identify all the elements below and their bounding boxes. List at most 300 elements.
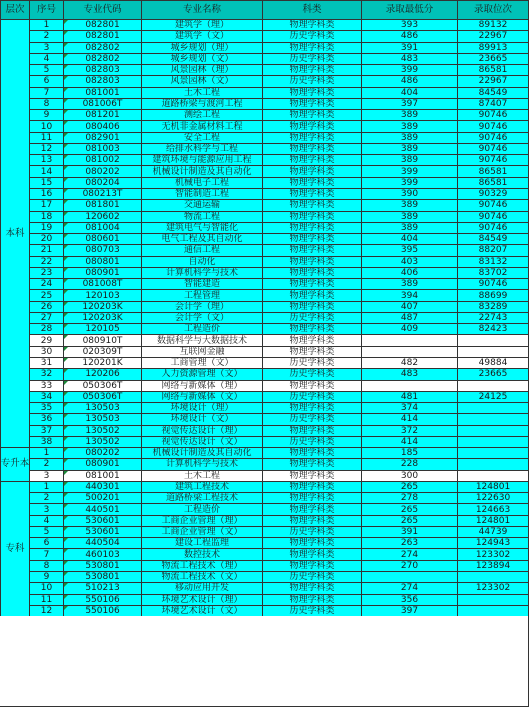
cell-category[interactable]: 物理学科类 (262, 537, 361, 548)
cell-min-score[interactable]: 394 (361, 289, 457, 300)
cell-category[interactable]: 物理学科类 (262, 211, 361, 222)
cell-major-name[interactable]: 通信工程 (141, 244, 262, 255)
header-level[interactable]: 层次 (0, 0, 29, 19)
cell-category[interactable]: 物理学科类 (262, 64, 361, 75)
cell-major-name[interactable]: 道路桥梁与渡河工程 (141, 98, 262, 109)
cell-major-code[interactable]: 081008T (63, 278, 141, 289)
cell-major-name[interactable]: 智能建造 (141, 278, 262, 289)
cell-rank[interactable] (457, 346, 528, 357)
cell-min-score[interactable]: 483 (361, 53, 457, 64)
cell-major-name[interactable]: 电气工程及其自动化 (141, 233, 262, 244)
cell-min-score[interactable]: 403 (361, 256, 457, 267)
cell-major-code[interactable]: 530601 (63, 526, 141, 537)
cell-index[interactable]: 27 (29, 312, 63, 323)
cell-index[interactable]: 4 (29, 515, 63, 526)
cell-index[interactable]: 22 (29, 256, 63, 267)
cell-min-score[interactable]: 300 (361, 470, 457, 481)
cell-major-name[interactable]: 计算机科学与技术 (141, 267, 262, 278)
cell-major-name[interactable]: 工程管理 (141, 289, 262, 300)
cell-major-code[interactable]: 082802 (63, 53, 141, 64)
cell-major-code[interactable]: 080801 (63, 256, 141, 267)
cell-category[interactable]: 物理学科类 (262, 380, 361, 391)
cell-major-name[interactable]: 物流工程 (141, 211, 262, 222)
cell-major-name[interactable]: 环境设计（文） (141, 413, 262, 424)
cell-category[interactable]: 历史学科类 (262, 605, 361, 616)
cell-major-code[interactable]: 080910T (63, 334, 141, 345)
cell-min-score[interactable]: 391 (361, 42, 457, 53)
cell-rank[interactable] (457, 413, 528, 424)
cell-index[interactable]: 3 (29, 42, 63, 53)
cell-major-code[interactable]: 130502 (63, 425, 141, 436)
cell-min-score[interactable]: 389 (361, 109, 457, 120)
cell-major-code[interactable]: 020309T (63, 346, 141, 357)
cell-major-name[interactable]: 土木工程 (141, 470, 262, 481)
cell-category[interactable]: 物理学科类 (262, 120, 361, 131)
cell-rank[interactable]: 22743 (457, 312, 528, 323)
cell-index[interactable]: 35 (29, 402, 63, 413)
cell-major-name[interactable]: 会计学（理） (141, 301, 262, 312)
cell-major-code[interactable]: 082801 (63, 30, 141, 41)
cell-major-code[interactable]: 081004 (63, 222, 141, 233)
cell-min-score[interactable]: 397 (361, 605, 457, 616)
cell-major-code[interactable]: 120105 (63, 323, 141, 334)
cell-min-score[interactable]: 391 (361, 526, 457, 537)
cell-major-name[interactable]: 计算机科学与技术 (141, 458, 262, 469)
cell-index[interactable]: 23 (29, 267, 63, 278)
cell-rank[interactable] (457, 458, 528, 469)
cell-min-score[interactable]: 263 (361, 537, 457, 548)
cell-major-code[interactable]: 082901 (63, 132, 141, 143)
cell-category[interactable]: 物理学科类 (262, 548, 361, 559)
cell-index[interactable]: 21 (29, 244, 63, 255)
cell-category[interactable]: 物理学科类 (262, 346, 361, 357)
cell-index[interactable]: 1 (29, 447, 63, 458)
cell-index[interactable]: 32 (29, 368, 63, 379)
cell-min-score[interactable]: 397 (361, 98, 457, 109)
cell-major-code[interactable]: 081002 (63, 154, 141, 165)
cell-index[interactable]: 12 (29, 143, 63, 154)
cell-min-score[interactable]: 406 (361, 267, 457, 278)
header-index[interactable]: 序号 (29, 0, 63, 19)
cell-index[interactable]: 8 (29, 98, 63, 109)
cell-major-name[interactable]: 网络与新媒体（理） (141, 380, 262, 391)
cell-index[interactable]: 9 (29, 571, 63, 582)
cell-category[interactable]: 历史学科类 (262, 391, 361, 402)
cell-major-name[interactable]: 物流工程技术（理） (141, 560, 262, 571)
cell-major-code[interactable]: 080703 (63, 244, 141, 255)
cell-index[interactable]: 6 (29, 75, 63, 86)
cell-major-name[interactable]: 会计学（文） (141, 312, 262, 323)
cell-min-score[interactable]: 404 (361, 233, 457, 244)
cell-major-code[interactable]: 080202 (63, 447, 141, 458)
cell-major-name[interactable]: 无机非金属材料工程 (141, 120, 262, 131)
cell-min-score[interactable]: 265 (361, 481, 457, 492)
cell-index[interactable]: 4 (29, 53, 63, 64)
cell-category[interactable]: 物理学科类 (262, 188, 361, 199)
cell-category[interactable]: 历史学科类 (262, 413, 361, 424)
cell-category[interactable]: 历史学科类 (262, 75, 361, 86)
cell-category[interactable]: 物理学科类 (262, 515, 361, 526)
cell-major-code[interactable]: 082803 (63, 75, 141, 86)
cell-rank[interactable]: 124663 (457, 503, 528, 514)
header-min-score[interactable]: 录取最低分 (361, 0, 457, 19)
cell-min-score[interactable]: 374 (361, 402, 457, 413)
cell-rank[interactable] (457, 594, 528, 605)
cell-index[interactable]: 37 (29, 425, 63, 436)
cell-rank[interactable]: 87407 (457, 98, 528, 109)
cell-min-score[interactable]: 481 (361, 391, 457, 402)
cell-major-name[interactable]: 建筑学（文） (141, 30, 262, 41)
cell-rank[interactable]: 122630 (457, 492, 528, 503)
cell-rank[interactable]: 90746 (457, 222, 528, 233)
cell-major-name[interactable]: 环境艺术设计（理） (141, 594, 262, 605)
cell-category[interactable]: 物理学科类 (262, 143, 361, 154)
cell-rank[interactable]: 86581 (457, 165, 528, 176)
cell-min-score[interactable]: 372 (361, 425, 457, 436)
cell-category[interactable]: 物理学科类 (262, 244, 361, 255)
cell-major-name[interactable]: 工商企业管理（理） (141, 515, 262, 526)
cell-major-name[interactable]: 环境设计（理） (141, 402, 262, 413)
cell-major-name[interactable]: 工程造价 (141, 503, 262, 514)
cell-category[interactable]: 历史学科类 (262, 357, 361, 368)
cell-rank[interactable]: 23665 (457, 368, 528, 379)
cell-rank[interactable]: 84549 (457, 233, 528, 244)
cell-index[interactable]: 31 (29, 357, 63, 368)
cell-category[interactable]: 物理学科类 (262, 165, 361, 176)
cell-major-name[interactable]: 建筑电气与智能化 (141, 222, 262, 233)
cell-index[interactable]: 14 (29, 165, 63, 176)
cell-major-name[interactable]: 视觉传达设计（文） (141, 436, 262, 447)
cell-major-code[interactable]: 080406 (63, 120, 141, 131)
cell-min-score[interactable]: 390 (361, 188, 457, 199)
cell-index[interactable]: 6 (29, 537, 63, 548)
cell-major-name[interactable]: 物流工程技术（文） (141, 571, 262, 582)
cell-rank[interactable] (457, 425, 528, 436)
cell-min-score[interactable]: 482 (361, 357, 457, 368)
cell-rank[interactable]: 86581 (457, 64, 528, 75)
cell-min-score[interactable] (361, 380, 457, 391)
header-category[interactable]: 科类 (262, 0, 361, 19)
cell-major-code[interactable]: 081003 (63, 143, 141, 154)
cell-category[interactable]: 历史学科类 (262, 30, 361, 41)
cell-min-score[interactable]: 414 (361, 413, 457, 424)
cell-major-code[interactable]: 130503 (63, 413, 141, 424)
cell-major-name[interactable]: 土木工程 (141, 87, 262, 98)
cell-rank[interactable]: 90746 (457, 199, 528, 210)
cell-major-name[interactable]: 互联网金融 (141, 346, 262, 357)
cell-min-score[interactable]: 414 (361, 436, 457, 447)
cell-index[interactable]: 36 (29, 413, 63, 424)
cell-category[interactable]: 物理学科类 (262, 19, 361, 30)
cell-min-score[interactable]: 409 (361, 323, 457, 334)
cell-index[interactable]: 16 (29, 188, 63, 199)
cell-category[interactable]: 物理学科类 (262, 154, 361, 165)
cell-rank[interactable]: 88699 (457, 289, 528, 300)
cell-min-score[interactable]: 486 (361, 75, 457, 86)
cell-major-code[interactable]: 500201 (63, 492, 141, 503)
cell-rank[interactable]: 22967 (457, 30, 528, 41)
cell-index[interactable]: 26 (29, 301, 63, 312)
cell-category[interactable]: 历史学科类 (262, 571, 361, 582)
cell-index[interactable]: 20 (29, 233, 63, 244)
cell-index[interactable]: 38 (29, 436, 63, 447)
cell-major-code[interactable]: 082803 (63, 64, 141, 75)
cell-index[interactable]: 5 (29, 526, 63, 537)
cell-rank[interactable]: 90746 (457, 143, 528, 154)
cell-min-score[interactable]: 185 (361, 447, 457, 458)
cell-index[interactable]: 2 (29, 458, 63, 469)
cell-category[interactable]: 物理学科类 (262, 323, 361, 334)
cell-major-code[interactable]: 120203K (63, 301, 141, 312)
cell-index[interactable]: 7 (29, 87, 63, 98)
cell-category[interactable]: 物理学科类 (262, 233, 361, 244)
cell-index[interactable]: 1 (29, 481, 63, 492)
cell-rank[interactable]: 90746 (457, 154, 528, 165)
cell-category[interactable]: 物理学科类 (262, 278, 361, 289)
cell-major-name[interactable]: 测绘工程 (141, 109, 262, 120)
cell-major-code[interactable]: 550106 (63, 605, 141, 616)
cell-major-code[interactable]: 081201 (63, 109, 141, 120)
cell-rank[interactable]: 124801 (457, 515, 528, 526)
cell-major-code[interactable]: 530801 (63, 571, 141, 582)
cell-rank[interactable]: 89913 (457, 42, 528, 53)
cell-index[interactable]: 2 (29, 492, 63, 503)
cell-index[interactable]: 15 (29, 177, 63, 188)
cell-category[interactable]: 物理学科类 (262, 222, 361, 233)
cell-major-name[interactable]: 机械设计制造及其自动化 (141, 165, 262, 176)
cell-min-score[interactable]: 399 (361, 177, 457, 188)
cell-major-code[interactable]: 082801 (63, 19, 141, 30)
cell-min-score[interactable]: 389 (361, 199, 457, 210)
cell-category[interactable]: 物理学科类 (262, 402, 361, 413)
cell-major-name[interactable]: 自动化 (141, 256, 262, 267)
cell-min-score[interactable]: 356 (361, 594, 457, 605)
cell-index[interactable]: 3 (29, 503, 63, 514)
cell-min-score[interactable]: 389 (361, 222, 457, 233)
cell-major-name[interactable]: 工商管理（文） (141, 357, 262, 368)
cell-major-name[interactable]: 建设工程监理 (141, 537, 262, 548)
cell-min-score[interactable]: 407 (361, 301, 457, 312)
cell-category[interactable]: 物理学科类 (262, 256, 361, 267)
cell-category[interactable]: 物理学科类 (262, 582, 361, 593)
cell-rank[interactable]: 83702 (457, 267, 528, 278)
cell-rank[interactable]: 124943 (457, 537, 528, 548)
cell-index[interactable]: 7 (29, 548, 63, 559)
cell-rank[interactable]: 24125 (457, 391, 528, 402)
cell-min-score[interactable]: 389 (361, 132, 457, 143)
cell-index[interactable]: 11 (29, 132, 63, 143)
cell-min-score[interactable]: 265 (361, 515, 457, 526)
cell-rank[interactable]: 123302 (457, 582, 528, 593)
cell-min-score[interactable]: 404 (361, 87, 457, 98)
cell-major-name[interactable]: 建筑学（理） (141, 19, 262, 30)
cell-rank[interactable] (457, 571, 528, 582)
cell-category[interactable]: 历史学科类 (262, 53, 361, 64)
cell-category[interactable]: 物理学科类 (262, 425, 361, 436)
header-major-code[interactable]: 专业代码 (63, 0, 141, 19)
header-rank[interactable]: 录取位次 (457, 0, 528, 19)
cell-index[interactable]: 11 (29, 594, 63, 605)
cell-major-name[interactable]: 机械设计制造及其自动化 (141, 447, 262, 458)
cell-rank[interactable]: 86581 (457, 177, 528, 188)
cell-min-score[interactable] (361, 571, 457, 582)
cell-category[interactable]: 物理学科类 (262, 481, 361, 492)
cell-rank[interactable]: 123302 (457, 548, 528, 559)
cell-category[interactable]: 物理学科类 (262, 98, 361, 109)
cell-category[interactable]: 物理学科类 (262, 132, 361, 143)
cell-major-code[interactable]: 080204 (63, 177, 141, 188)
cell-index[interactable]: 30 (29, 346, 63, 357)
cell-index[interactable]: 29 (29, 334, 63, 345)
cell-major-name[interactable]: 人力资源管理（文） (141, 368, 262, 379)
cell-rank[interactable]: 83132 (457, 256, 528, 267)
cell-rank[interactable]: 44739 (457, 526, 528, 537)
cell-rank[interactable]: 89132 (457, 19, 528, 30)
cell-rank[interactable] (457, 436, 528, 447)
cell-min-score[interactable]: 399 (361, 64, 457, 75)
cell-index[interactable]: 10 (29, 582, 63, 593)
cell-index[interactable]: 10 (29, 120, 63, 131)
cell-rank[interactable]: 123894 (457, 560, 528, 571)
cell-major-code[interactable]: 050306T (63, 380, 141, 391)
cell-category[interactable]: 物理学科类 (262, 503, 361, 514)
cell-rank[interactable]: 49884 (457, 357, 528, 368)
cell-major-code[interactable]: 081001 (63, 470, 141, 481)
cell-major-code[interactable]: 510213 (63, 582, 141, 593)
cell-category[interactable]: 物理学科类 (262, 458, 361, 469)
cell-index[interactable]: 12 (29, 605, 63, 616)
cell-index[interactable]: 18 (29, 211, 63, 222)
cell-major-name[interactable]: 机械电子工程 (141, 177, 262, 188)
cell-min-score[interactable]: 483 (361, 368, 457, 379)
cell-index[interactable]: 13 (29, 154, 63, 165)
cell-major-code[interactable]: 120206 (63, 368, 141, 379)
cell-min-score[interactable]: 389 (361, 154, 457, 165)
cell-major-code[interactable]: 081006T (63, 98, 141, 109)
cell-major-name[interactable]: 风景园林（文） (141, 75, 262, 86)
cell-min-score[interactable]: 389 (361, 143, 457, 154)
cell-major-name[interactable]: 工商企业管理（文） (141, 526, 262, 537)
cell-rank[interactable]: 82423 (457, 323, 528, 334)
cell-major-code[interactable]: 082802 (63, 42, 141, 53)
cell-rank[interactable] (457, 470, 528, 481)
cell-category[interactable]: 物理学科类 (262, 177, 361, 188)
cell-major-code[interactable]: 530601 (63, 515, 141, 526)
cell-category[interactable]: 物理学科类 (262, 289, 361, 300)
cell-rank[interactable]: 124801 (457, 481, 528, 492)
cell-rank[interactable]: 90746 (457, 109, 528, 120)
cell-min-score[interactable]: 393 (361, 19, 457, 30)
cell-major-code[interactable]: 120103 (63, 289, 141, 300)
level-cell[interactable]: 本科 (0, 19, 29, 447)
cell-major-name[interactable]: 环境艺术设计（文） (141, 605, 262, 616)
cell-index[interactable]: 9 (29, 109, 63, 120)
cell-category[interactable]: 物理学科类 (262, 560, 361, 571)
cell-major-name[interactable]: 安全工程 (141, 132, 262, 143)
cell-major-name[interactable]: 城乡规划（文） (141, 53, 262, 64)
cell-major-name[interactable]: 网络与新媒体（文） (141, 391, 262, 402)
cell-major-name[interactable]: 移动应用开发 (141, 582, 262, 593)
cell-major-code[interactable]: 550106 (63, 594, 141, 605)
cell-index[interactable]: 28 (29, 323, 63, 334)
cell-rank[interactable] (457, 380, 528, 391)
cell-min-score[interactable]: 389 (361, 120, 457, 131)
cell-min-score[interactable]: 228 (361, 458, 457, 469)
cell-rank[interactable] (457, 605, 528, 616)
cell-index[interactable]: 17 (29, 199, 63, 210)
cell-rank[interactable]: 90746 (457, 278, 528, 289)
cell-rank[interactable]: 22967 (457, 75, 528, 86)
cell-category[interactable]: 物理学科类 (262, 199, 361, 210)
cell-major-code[interactable]: 120201K (63, 357, 141, 368)
cell-major-code[interactable]: 050306T (63, 391, 141, 402)
cell-major-name[interactable]: 交通运输 (141, 199, 262, 210)
cell-min-score[interactable]: 395 (361, 244, 457, 255)
cell-major-code[interactable]: 120203K (63, 312, 141, 323)
cell-min-score[interactable] (361, 334, 457, 345)
cell-major-code[interactable]: 440501 (63, 503, 141, 514)
cell-category[interactable]: 物理学科类 (262, 492, 361, 503)
cell-index[interactable]: 34 (29, 391, 63, 402)
cell-rank[interactable]: 84549 (457, 87, 528, 98)
cell-index[interactable]: 8 (29, 560, 63, 571)
cell-major-name[interactable]: 智能制造工程 (141, 188, 262, 199)
cell-major-name[interactable]: 城乡规划（理） (141, 42, 262, 53)
cell-major-code[interactable]: 080213T (63, 188, 141, 199)
cell-rank[interactable]: 83289 (457, 301, 528, 312)
cell-major-name[interactable]: 数控技术 (141, 548, 262, 559)
cell-index[interactable]: 1 (29, 19, 63, 30)
cell-major-code[interactable]: 530801 (63, 560, 141, 571)
cell-rank[interactable] (457, 447, 528, 458)
level-cell[interactable]: 专升本 (0, 447, 29, 481)
cell-rank[interactable]: 90746 (457, 132, 528, 143)
cell-major-name[interactable]: 给排水科学与工程 (141, 143, 262, 154)
cell-major-code[interactable]: 120602 (63, 211, 141, 222)
cell-rank[interactable] (457, 334, 528, 345)
cell-category[interactable]: 物理学科类 (262, 447, 361, 458)
cell-major-code[interactable]: 080202 (63, 165, 141, 176)
cell-major-code[interactable]: 080901 (63, 458, 141, 469)
cell-min-score[interactable]: 486 (361, 30, 457, 41)
cell-min-score[interactable]: 487 (361, 312, 457, 323)
cell-major-name[interactable]: 工程造价 (141, 323, 262, 334)
cell-major-code[interactable]: 440301 (63, 481, 141, 492)
cell-min-score[interactable]: 270 (361, 560, 457, 571)
cell-min-score[interactable]: 265 (361, 503, 457, 514)
cell-category[interactable]: 历史学科类 (262, 526, 361, 537)
cell-rank[interactable]: 90746 (457, 120, 528, 131)
level-cell[interactable]: 专科 (0, 481, 29, 616)
cell-index[interactable]: 2 (29, 30, 63, 41)
cell-major-code[interactable]: 130503 (63, 402, 141, 413)
cell-min-score[interactable]: 274 (361, 582, 457, 593)
cell-index[interactable]: 33 (29, 380, 63, 391)
cell-category[interactable]: 历史学科类 (262, 436, 361, 447)
cell-index[interactable]: 3 (29, 470, 63, 481)
cell-category[interactable]: 历史学科类 (262, 368, 361, 379)
cell-major-code[interactable]: 460103 (63, 548, 141, 559)
cell-major-code[interactable]: 440504 (63, 537, 141, 548)
cell-major-name[interactable]: 建筑环境与能源应用工程 (141, 154, 262, 165)
cell-major-name[interactable]: 建筑工程技术 (141, 481, 262, 492)
cell-rank[interactable] (457, 402, 528, 413)
cell-major-code[interactable]: 081801 (63, 199, 141, 210)
cell-category[interactable]: 物理学科类 (262, 301, 361, 312)
cell-index[interactable]: 24 (29, 278, 63, 289)
cell-index[interactable]: 25 (29, 289, 63, 300)
cell-min-score[interactable] (361, 346, 457, 357)
